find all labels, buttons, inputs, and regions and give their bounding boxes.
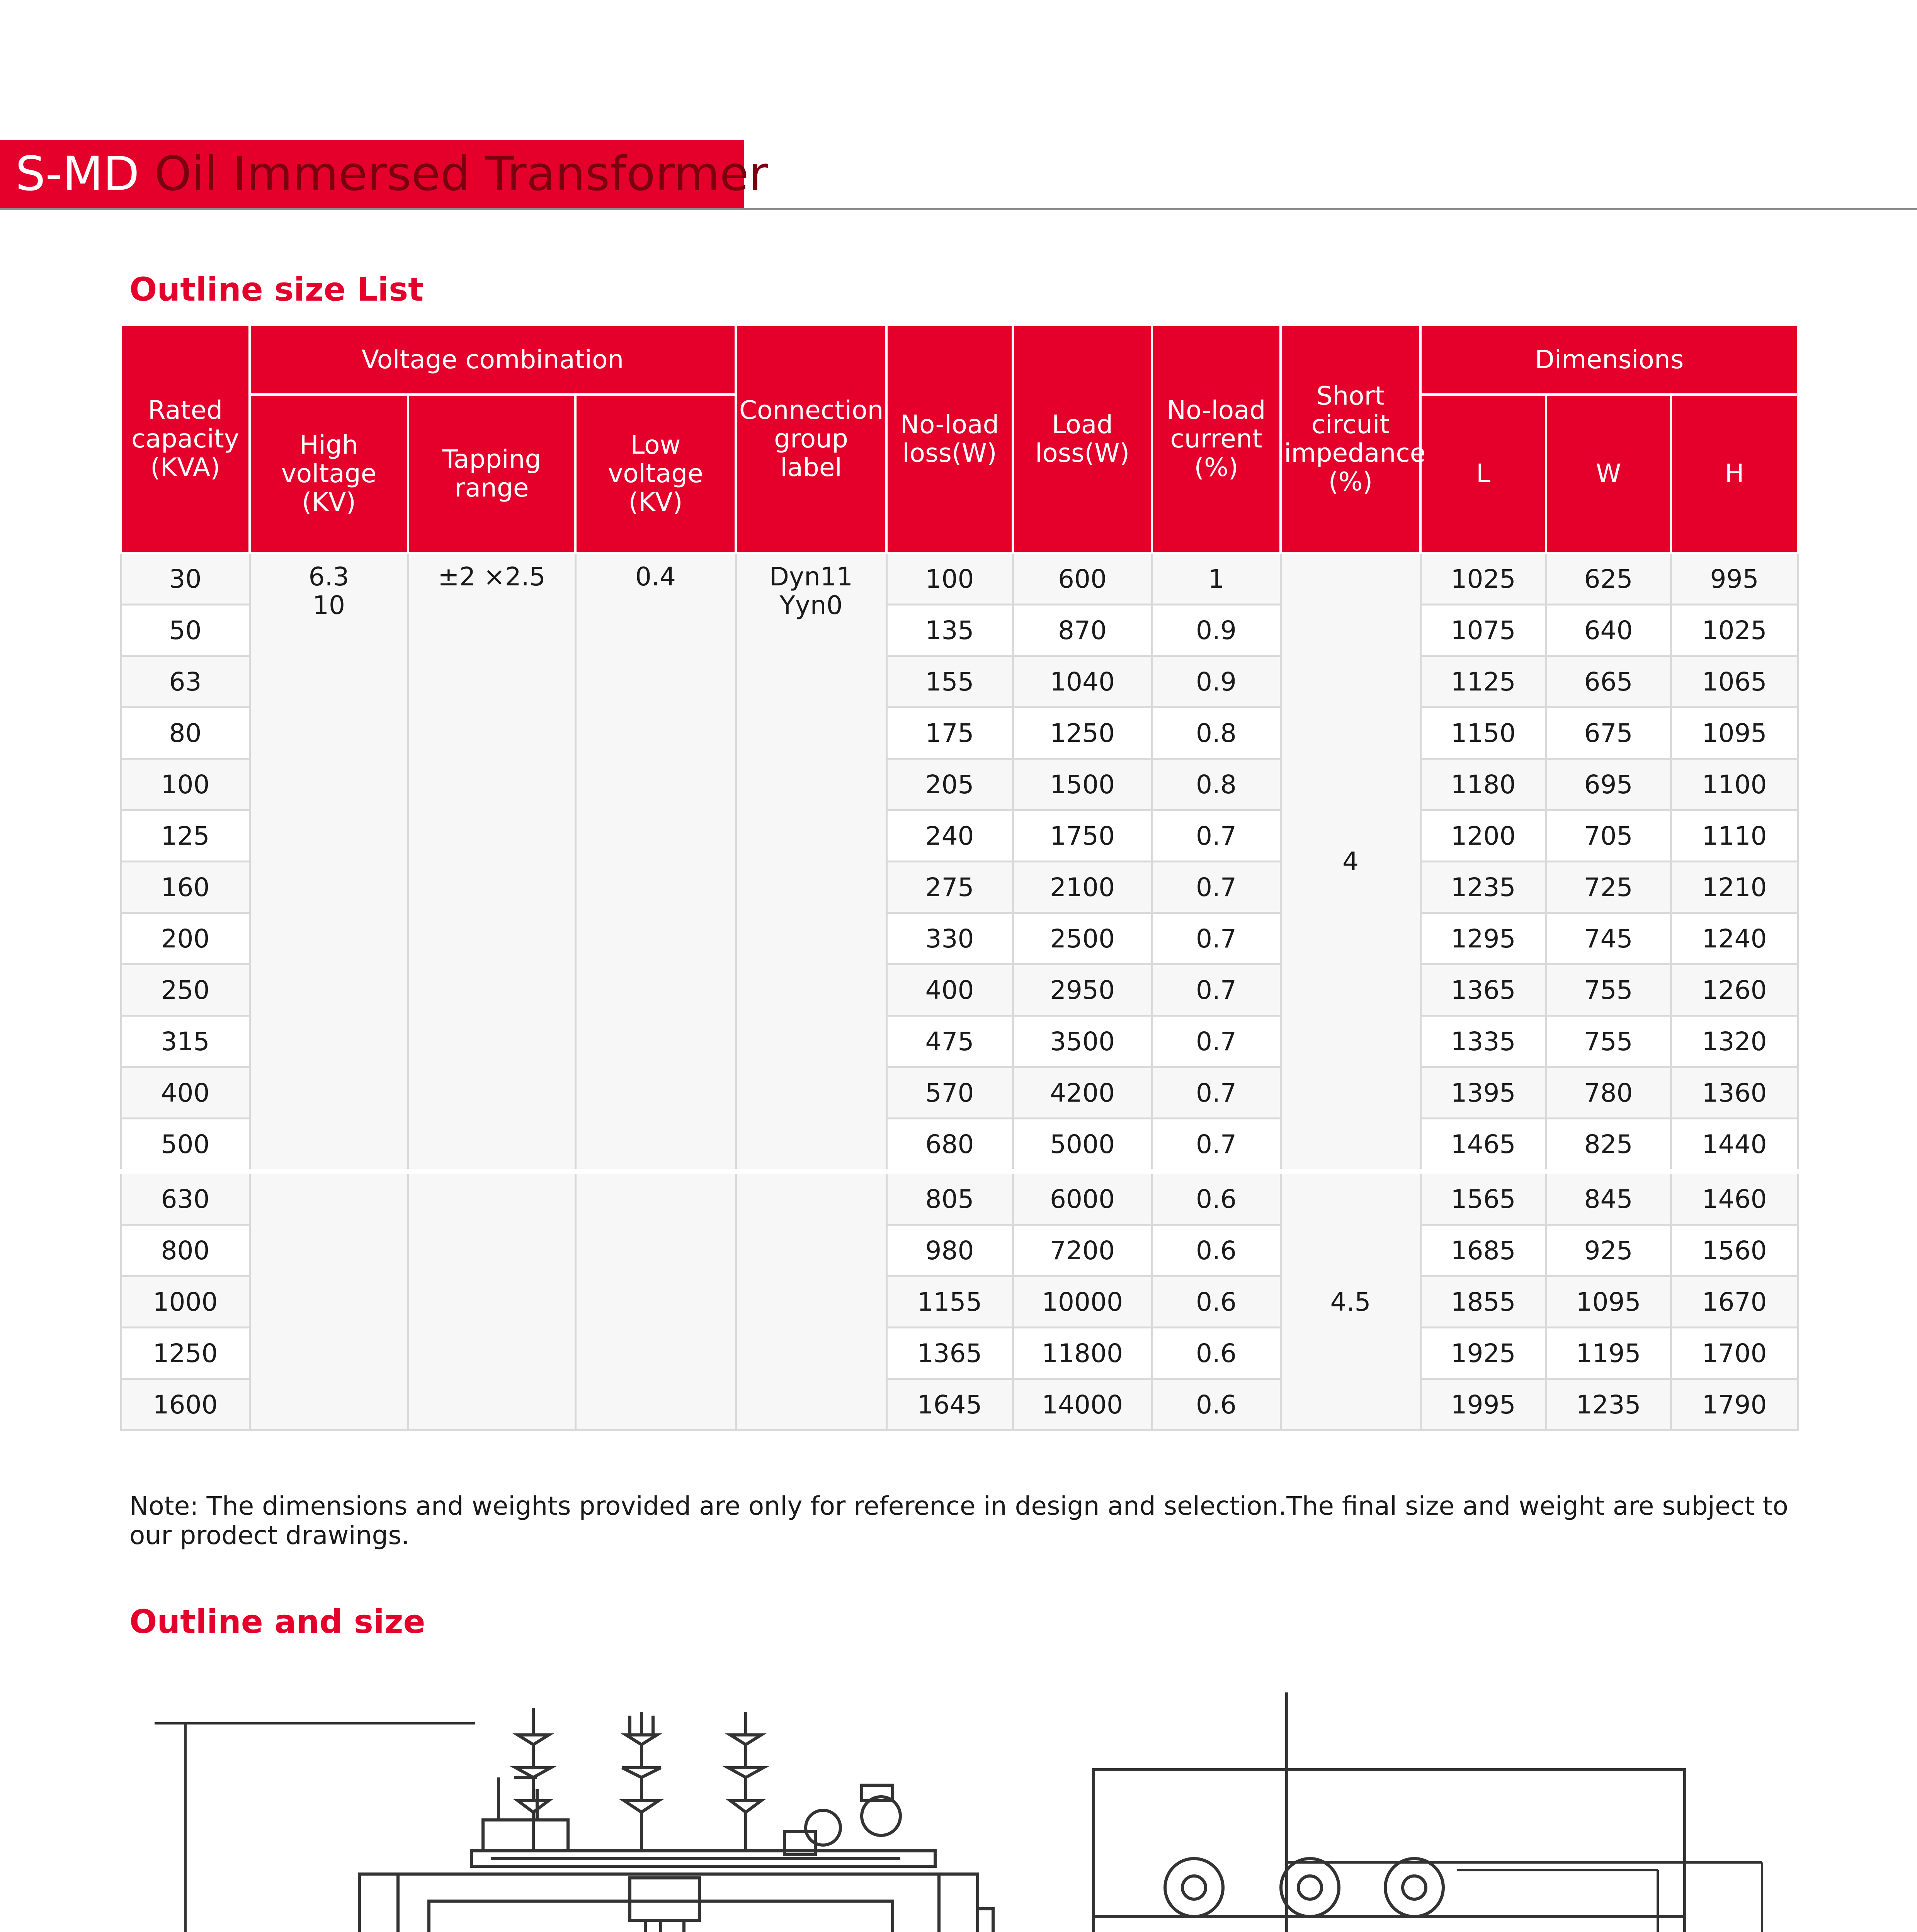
no-load-current-cell: 0.7: [1152, 1016, 1281, 1067]
load-loss-cell: 2100: [1013, 862, 1152, 913]
no-load-current-cell: 0.7: [1152, 913, 1281, 964]
dim-w-cell: 725: [1546, 862, 1671, 913]
dim-h-cell: 1320: [1671, 1016, 1798, 1067]
no-load-loss-cell: 980: [886, 1225, 1013, 1276]
no-load-loss-cell: 680: [886, 1119, 1013, 1172]
capacity-cell: 315: [121, 1016, 250, 1067]
load-loss-cell: 10000: [1013, 1276, 1152, 1328]
header-voltage-combination: Voltage combination: [250, 325, 736, 395]
no-load-loss-cell: 155: [886, 656, 1013, 707]
load-loss-cell: 1040: [1013, 656, 1152, 707]
capacity-cell: 1000: [121, 1276, 250, 1328]
header-no-load-current: No-load current (%): [1152, 325, 1281, 553]
dim-l-cell: 1125: [1420, 656, 1546, 707]
dim-h-cell: 1670: [1671, 1276, 1798, 1328]
note-text: Note: The dimensions and weights provided are only for reference in design and selection.The final size and weight are subject to our prodect drawings.: [129, 1491, 1788, 1550]
header-tapping-range: Tapping range: [408, 395, 575, 553]
dim-w-cell: 1095: [1546, 1276, 1671, 1328]
outline-drawing: [128, 1692, 1801, 1932]
capacity-cell: 250: [121, 964, 250, 1016]
load-loss-cell: 1750: [1013, 810, 1152, 862]
no-load-current-cell: 0.7: [1152, 862, 1281, 913]
dim-l-cell: 1565: [1420, 1172, 1546, 1225]
no-load-loss-cell: 135: [886, 605, 1013, 656]
load-loss-cell: 6000: [1013, 1172, 1152, 1225]
dim-l-cell: 1025: [1420, 553, 1546, 605]
no-load-loss-cell: 1645: [886, 1379, 1013, 1430]
dim-l-cell: 1395: [1420, 1067, 1546, 1119]
cell-line: 6.3: [308, 562, 349, 592]
header-low-voltage: Low voltage (KV): [575, 395, 736, 553]
load-loss-cell: 5000: [1013, 1119, 1152, 1172]
dim-h-cell: 1560: [1671, 1225, 1798, 1276]
header-load-loss: Load loss(W): [1013, 325, 1152, 553]
cell-line: 10: [313, 590, 345, 620]
header-divider: [0, 208, 1917, 210]
empty-group-cell: [408, 1172, 575, 1430]
no-load-loss-cell: 330: [886, 913, 1013, 964]
dim-h-cell: 1110: [1671, 810, 1798, 862]
dim-w-cell: 825: [1546, 1119, 1671, 1172]
load-loss-cell: 870: [1013, 605, 1152, 656]
no-load-loss-cell: 805: [886, 1172, 1013, 1225]
no-load-current-cell: 0.7: [1152, 1067, 1281, 1119]
no-load-loss-cell: 400: [886, 964, 1013, 1016]
table-body: [121, 553, 1798, 1430]
side-view-drawing: [145, 1708, 993, 1932]
dim-w-cell: 755: [1546, 1016, 1671, 1067]
dim-h-cell: 1065: [1671, 656, 1798, 707]
no-load-current-cell: 0.7: [1152, 1119, 1281, 1172]
dim-w-cell: 845: [1546, 1172, 1671, 1225]
no-load-current-cell: 0.6: [1152, 1172, 1281, 1225]
dim-w-cell: 695: [1546, 759, 1671, 810]
header-dim-w: W: [1546, 395, 1671, 553]
title-prefix: S-MD: [15, 146, 139, 201]
header-impedance: Short circuit impedance (%): [1281, 325, 1420, 553]
high-voltage-cell: [250, 553, 408, 1172]
cell-line: ±2 ×2.5: [438, 562, 546, 592]
dim-w-cell: 780: [1546, 1067, 1671, 1119]
dim-h-cell: 1360: [1671, 1067, 1798, 1119]
capacity-cell: 200: [121, 913, 250, 964]
capacity-cell: 30: [121, 553, 250, 605]
no-load-loss-cell: 205: [886, 759, 1013, 810]
dim-h-cell: 1025: [1671, 605, 1798, 656]
dim-w-cell: 925: [1546, 1225, 1671, 1276]
dim-l-cell: 1075: [1420, 605, 1546, 656]
no-load-loss-cell: 240: [886, 810, 1013, 862]
dim-h-cell: 1440: [1671, 1119, 1798, 1172]
header-dim-h: H: [1671, 395, 1798, 553]
load-loss-cell: 14000: [1013, 1379, 1152, 1430]
table-row: [121, 1172, 1798, 1225]
dim-w-cell: 705: [1546, 810, 1671, 862]
dim-h-cell: 1210: [1671, 862, 1798, 913]
dim-w-cell: 1195: [1546, 1328, 1671, 1379]
dim-h-cell: 1790: [1671, 1379, 1798, 1430]
top-view-drawing: [993, 1692, 1785, 1932]
no-load-current-cell: 0.6: [1152, 1276, 1281, 1328]
empty-group-cell: [575, 1172, 736, 1430]
dim-l-cell: 1200: [1420, 810, 1546, 862]
cell-line: Dyn11: [769, 562, 853, 592]
connection-group-cell: [736, 553, 886, 1172]
no-load-current-cell: 0.6: [1152, 1328, 1281, 1379]
load-loss-cell: 7200: [1013, 1225, 1152, 1276]
dim-l-cell: 1150: [1420, 707, 1546, 759]
no-load-current-cell: 0.6: [1152, 1225, 1281, 1276]
dim-w-cell: 675: [1546, 707, 1671, 759]
dim-w-cell: 665: [1546, 656, 1671, 707]
table-section-heading: Outline size List: [129, 270, 424, 308]
dim-l-cell: 1365: [1420, 964, 1546, 1016]
dim-h-cell: 1240: [1671, 913, 1798, 964]
load-loss-cell: 2500: [1013, 913, 1152, 964]
dim-l-cell: 1925: [1420, 1328, 1546, 1379]
empty-group-cell: [736, 1172, 886, 1430]
load-loss-cell: 3500: [1013, 1016, 1152, 1067]
no-load-loss-cell: 475: [886, 1016, 1013, 1067]
header-dimensions: Dimensions: [1420, 325, 1798, 395]
dim-w-cell: 745: [1546, 913, 1671, 964]
no-load-current-cell: 0.7: [1152, 964, 1281, 1016]
capacity-cell: 160: [121, 862, 250, 913]
page-title: [15, 143, 768, 205]
no-load-current-cell: 0.9: [1152, 656, 1281, 707]
capacity-cell: 630: [121, 1172, 250, 1225]
dim-h-cell: 1100: [1671, 759, 1798, 810]
header-rated-capacity: Rated capacity (KVA): [121, 325, 250, 553]
no-load-loss-cell: 1365: [886, 1328, 1013, 1379]
dim-l-cell: 1335: [1420, 1016, 1546, 1067]
header-high-voltage: High voltage (KV): [250, 395, 408, 553]
load-loss-cell: 2950: [1013, 964, 1152, 1016]
dim-w-cell: 625: [1546, 553, 1671, 605]
no-load-current-cell: 0.6: [1152, 1379, 1281, 1430]
capacity-cell: 100: [121, 759, 250, 810]
dim-w-cell: 1235: [1546, 1379, 1671, 1430]
dim-h-cell: 1460: [1671, 1172, 1798, 1225]
dim-l-cell: 1180: [1420, 759, 1546, 810]
load-loss-cell: 600: [1013, 553, 1152, 605]
tapping-range-cell: [408, 553, 575, 1172]
no-load-loss-cell: 175: [886, 707, 1013, 759]
capacity-cell: 400: [121, 1067, 250, 1119]
no-load-loss-cell: 570: [886, 1067, 1013, 1119]
impedance-cell: 4.5: [1281, 1172, 1420, 1430]
outline-size-table: [120, 324, 1799, 1431]
load-loss-cell: 1250: [1013, 707, 1152, 759]
no-load-current-cell: 0.9: [1152, 605, 1281, 656]
dim-l-cell: 1295: [1420, 913, 1546, 964]
dim-w-cell: 755: [1546, 964, 1671, 1016]
header-dim-l: L: [1420, 395, 1546, 553]
capacity-cell: 80: [121, 707, 250, 759]
no-load-loss-cell: 1155: [886, 1276, 1013, 1328]
load-loss-cell: 4200: [1013, 1067, 1152, 1119]
no-load-current-cell: 1: [1152, 553, 1281, 605]
no-load-current-cell: 0.8: [1152, 759, 1281, 810]
dim-h-cell: 1700: [1671, 1328, 1798, 1379]
dim-l-cell: 1235: [1420, 862, 1546, 913]
capacity-cell: 1250: [121, 1328, 250, 1379]
capacity-cell: 50: [121, 605, 250, 656]
title-text: Oil Immersed Transformer: [154, 146, 768, 201]
dim-h-cell: 1095: [1671, 707, 1798, 759]
header-no-load-loss: No-load loss(W): [886, 325, 1013, 553]
no-load-loss-cell: 100: [886, 553, 1013, 605]
empty-group-cell: [250, 1172, 408, 1430]
capacity-cell: 1600: [121, 1379, 250, 1430]
cell-line: 0.4: [635, 562, 676, 592]
dim-w-cell: 640: [1546, 605, 1671, 656]
drawing-section-heading: Outline and size: [129, 1603, 425, 1641]
dim-l-cell: 1855: [1420, 1276, 1546, 1328]
dim-l-cell: 1995: [1420, 1379, 1546, 1430]
capacity-cell: 800: [121, 1225, 250, 1276]
low-voltage-cell: [575, 553, 736, 1172]
dim-h-cell: 995: [1671, 553, 1798, 605]
load-loss-cell: 1500: [1013, 759, 1152, 810]
dim-l-cell: 1685: [1420, 1225, 1546, 1276]
table-row: [121, 553, 1798, 605]
dim-l-cell: 1465: [1420, 1119, 1546, 1172]
capacity-cell: 63: [121, 656, 250, 707]
dim-h-cell: 1260: [1671, 964, 1798, 1016]
no-load-current-cell: 0.7: [1152, 810, 1281, 862]
no-load-loss-cell: 275: [886, 862, 1013, 913]
load-loss-cell: 11800: [1013, 1328, 1152, 1379]
no-load-current-cell: 0.8: [1152, 707, 1281, 759]
capacity-cell: 125: [121, 810, 250, 862]
impedance-cell: 4: [1281, 553, 1420, 1172]
cell-line: Yyn0: [779, 590, 843, 620]
header-connection-group: Connection group label: [736, 325, 886, 553]
capacity-cell: 500: [121, 1119, 250, 1172]
